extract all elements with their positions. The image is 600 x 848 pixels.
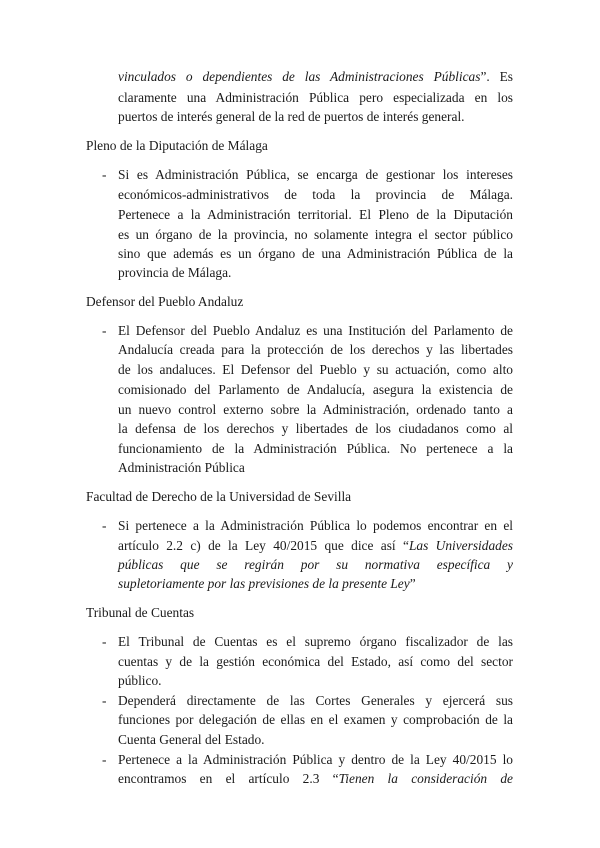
tribunal-b3-line-2-text: encontramos en el artículo 2.3 “ <box>118 771 339 786</box>
intro-line-1 <box>118 68 513 85</box>
tribunal-quote-start: Tienen la consideración de <box>338 771 513 786</box>
defensor-line-5: un nuevo control externo sobre la Administración, ordenado tanto a <box>118 402 513 417</box>
tribunal-b1-line-2: cuentas y de la gestión económica del Estado, así como del sector <box>118 654 513 669</box>
malaga-line-6: provincia de Málaga. <box>118 265 232 280</box>
intro-line-3: puertos de interés general de la red de puertos de interés general. <box>118 109 465 124</box>
facultad-line-3: públicas que se regirán por su normativa específica y <box>118 557 513 572</box>
bullet-dash: - <box>102 167 107 182</box>
section-heading-malaga: Pleno de la Diputación de Málaga <box>86 138 268 153</box>
section-heading-tribunal: Tribunal de Cuentas <box>86 605 195 620</box>
tribunal-b2-line-3: Cuenta General del Estado. <box>118 732 265 747</box>
tribunal-b3-line-2 <box>118 770 513 787</box>
malaga-line-1: Si es Administración Pública, se encarga de gestionar los intereses <box>118 167 513 182</box>
bullet-dash: - <box>102 634 107 649</box>
section-heading-facultad: Facultad de Derecho de la Universidad de Sevilla <box>86 489 352 504</box>
defensor-line-3: de los andaluces. El Defensor del Pueblo y su actuación, como alto <box>118 362 513 377</box>
section-heading-defensor: Defensor del Pueblo Andaluz <box>86 294 244 309</box>
defensor-line-2: Andalucía creada para la protección de los derechos y las libertades <box>118 342 513 357</box>
defensor-line-4: comisionado del Parlamento de Andalucía, asegura la existencia de <box>118 382 513 397</box>
defensor-line-1: El Defensor del Pueblo Andaluz es una Institución del Parlamento de <box>118 323 513 338</box>
intro-italic-quote: vinculados o dependientes de las Administraciones Públicas <box>118 69 481 84</box>
facultad-line-1: Si pertenece a la Administración Pública lo podemos encontrar en el <box>118 518 513 533</box>
tribunal-b2-line-1: Dependerá directamente de las Cortes Generales y ejercerá sus <box>118 693 513 708</box>
bullet-dash: - <box>102 323 107 338</box>
malaga-line-2: económicos-administrativos de toda la provincia de Málaga. <box>118 187 513 202</box>
malaga-line-3: Pertenece a la Administración territorial. El Pleno de la Diputación <box>118 207 513 222</box>
tribunal-b2-line-2: funciones por delegación de ellas en el examen y comprobación de la <box>118 712 513 727</box>
facultad-quote-end: supletoriamente por las previsiones de la presente Ley <box>118 576 410 591</box>
tribunal-b1-line-1: El Tribunal de Cuentas es el supremo órgano fiscalizador de las <box>118 634 513 649</box>
defensor-line-6: la defensa de los derechos y libertades de los ciudadanos como al <box>118 421 513 436</box>
bullet-dash: - <box>102 518 107 533</box>
intro-line-2: claramente una Administración Pública pero especializada en los <box>118 90 513 105</box>
bullet-dash: - <box>102 752 107 767</box>
tribunal-b1-line-3: público. <box>118 673 162 688</box>
malaga-line-4: es un órgano de la provincia, no solamente integra el sector público <box>118 227 513 242</box>
bullet-dash: - <box>102 693 107 708</box>
facultad-quote-start: Las Universidades <box>408 538 514 553</box>
facultad-line-2-text: artículo 2.2 c) de la Ley 40/2015 que dice así “ <box>118 538 409 553</box>
tribunal-b3-line-1: Pertenece a la Administración Pública y dentro de la Ley 40/2015 lo <box>118 752 513 767</box>
intro-quote-end: ”. Es <box>480 69 514 84</box>
facultad-line-2 <box>118 537 513 554</box>
malaga-line-5: sino que además es un órgano de una Administración Pública de la <box>118 246 513 261</box>
defensor-line-8: Administración Pública <box>118 460 245 475</box>
facultad-line-4 <box>118 575 416 592</box>
facultad-quote-mark: ” <box>409 576 416 591</box>
defensor-line-7: funcionamiento de la Administración Pública. No pertenece a la <box>118 441 513 456</box>
